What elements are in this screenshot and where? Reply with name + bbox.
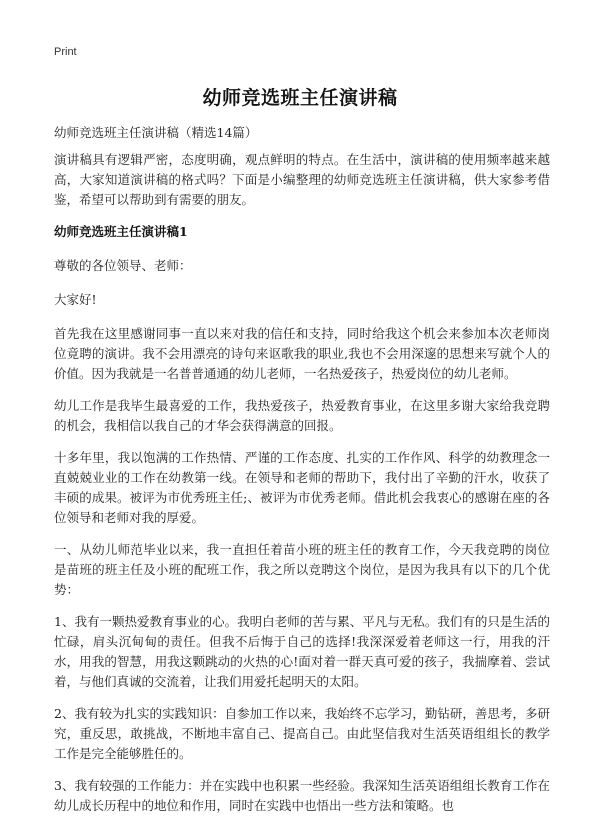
document-body	[54, 150, 550, 828]
body-paragraph: 一、从幼儿师范毕业以来，我一直担任着苗小班的班主任的教育工作，今天我竞聘的岗位是苗班的班主任及小班的配班工作，我之所以竞聘这个岗位，是因为我具有以下的几个优势：	[54, 542, 550, 597]
page-title: 幼师竞选班主任演讲稿	[202, 87, 398, 109]
document-subtitle: 幼师竞选班主任演讲稿（精选14篇）	[54, 125, 258, 140]
body-paragraph: 十多年里，我以饱满的工作热情、严谨的工作态度、扎实的工作作风、科学的幼教理念一直兢兢业业的工作在幼教第一线。在领导和老师的帮助下，我付出了辛勤的汗水，收获了丰硕的成果。被评为市优秀班主任;、被评为市优秀老师。借此机会我衷心的感谢在座的各位领导和老师对我的厚爱。	[54, 450, 550, 525]
salutation: 尊敬的各位领导、老师：	[54, 258, 192, 273]
greeting: 大家好!	[54, 292, 97, 307]
body-paragraph: 1、我有一颗热爱教育事业的心。我明白老师的苦与累、平凡与无私。我们有的只是生活的忙碌，肩头沉甸甸的责任。但我不后悔于自己的选择!我深深爱着老师这一行，用我的汗水，用我的智慧，用我这颗跳动的火热的心!面对着一群天真可爱的孩子，我揣摩着、尝试着，与他们真诚的交流着，让我们用爱托起明天的太阳。	[54, 614, 550, 689]
print-label[interactable]: Print	[54, 46, 77, 58]
section-heading: 幼师竞选班主任演讲稿1	[54, 224, 188, 239]
body-paragraph: 3、我有较强的工作能力：并在实践中也积累一些经验。我深知生活英语组组长教育工作在幼儿成长历程中的地位和作用，同时在实践中也悟出一些方法和策略。也	[54, 778, 550, 813]
body-paragraph: 首先我在这里感谢同事一直以来对我的信任和支持，同时给我这个机会来参加本次老师岗位竟聘的演讲。我不会用漂亮的诗句来讴歌我的职业,我也不会用深邃的思想来写就个人的价值。因为我就是一名普普通通的幼儿老师，一名热爱孩子，热爱岗位的幼儿老师。	[54, 326, 550, 381]
body-paragraph: 2、我有较为扎实的实践知识：自参加工作以来，我始终不忘学习，勤钻研，善思考，多研究，重反思，敢挑战，不断地丰富自己、提高自己。由此坚信我对生活英语组组长的教学工作是完全能够胜任的。	[54, 706, 550, 761]
body-paragraph: 幼儿工作是我毕生最喜爱的工作，我热爱孩子，热爱教育事业，在这里多谢大家给我竞聘的机会，我相信以我自己的才华会获得满意的回报。	[54, 398, 550, 433]
intro-paragraph: 演讲稿具有逻辑严密，态度明确，观点鲜明的特点。在生活中，演讲稿的使用频率越来越高，大家知道演讲稿的格式吗？下面是小编整理的幼师竞选班主任演讲稿，供大家参考借鉴，希望可以帮助到有需要的朋友。	[54, 152, 550, 207]
